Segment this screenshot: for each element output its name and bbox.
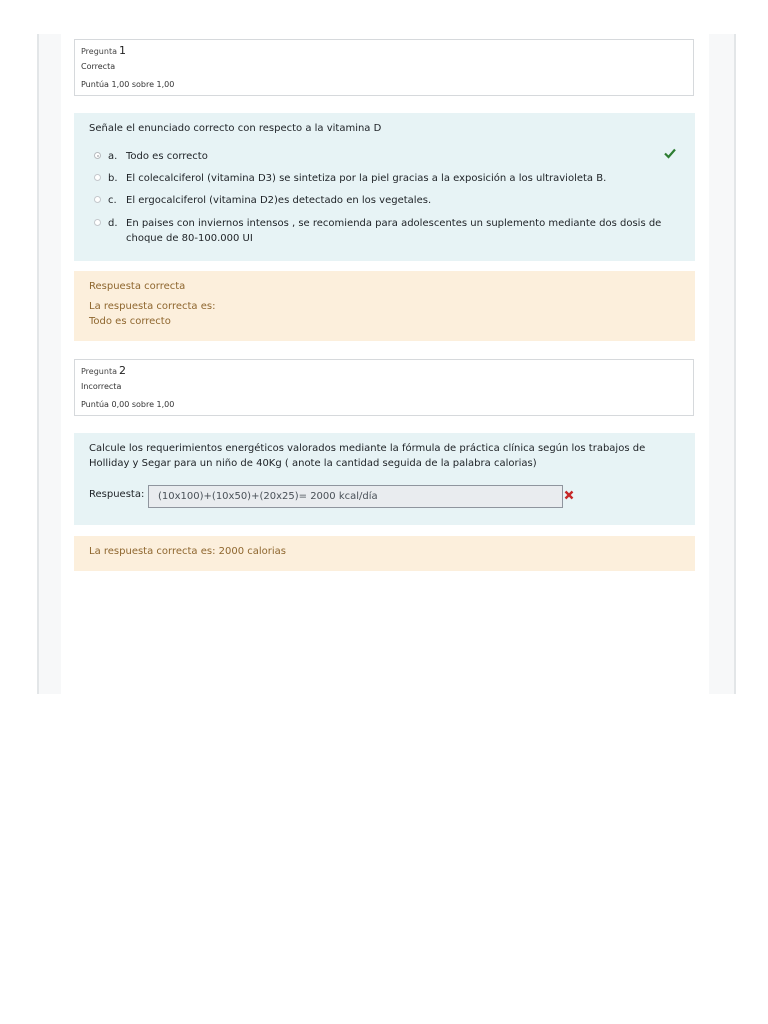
question-1-info xyxy=(74,39,694,96)
check-icon xyxy=(663,146,677,160)
question-2-grade: Puntúa 0,00 sobre 1,00 xyxy=(81,400,175,409)
response-input[interactable]: (10x100)+(10x50)+(20x25)= 2000 kcal/día xyxy=(148,485,563,508)
question-1-content xyxy=(74,113,695,261)
question-2-content xyxy=(74,433,695,525)
feedback-right-answer: Todo es correcto xyxy=(89,316,171,327)
feedback-right-label: La respuesta correcta es: xyxy=(89,301,216,312)
answer-option-b[interactable] xyxy=(94,171,654,186)
question-number: 2 xyxy=(118,364,126,377)
answer-text: Todo es correcto xyxy=(126,151,208,162)
feedback-right-answer: La respuesta correcta es: 2000 calorias xyxy=(89,546,287,557)
question-2-prompt: Calcule los requerimientos energéticos valorados mediante la fórmula de práctica clínica según los trabajos de Holliday y Segar para un niño de 40Kg ( anote la cantidad seguida de la palabra calorias) xyxy=(89,443,646,469)
answer-option-c[interactable] xyxy=(94,193,654,208)
radio-c[interactable] xyxy=(94,196,101,203)
feedback-status: Respuesta correcta xyxy=(89,281,186,292)
answer-letter: b. xyxy=(108,173,118,184)
answer-text: El colecalciferol (vitamina D3) se sintetiza por la piel gracias a la exposición a los ultravioleta B. xyxy=(126,173,607,184)
question-label: Pregunta xyxy=(81,47,117,56)
radio-a[interactable] xyxy=(94,152,101,159)
question-1-grade: Puntúa 1,00 sobre 1,00 xyxy=(81,80,175,89)
answer-option-d[interactable] xyxy=(94,216,662,246)
question-2-state: Incorrecta xyxy=(81,382,122,391)
answer-option-a[interactable] xyxy=(94,149,654,164)
answer-text: El ergocalciferol (vitamina D2)es detectado en los vegetales. xyxy=(126,195,432,206)
answer-letter: a. xyxy=(108,151,118,162)
question-1-prompt: Señale el enunciado correcto con respecto a la vitamina D xyxy=(89,123,382,134)
question-label: Pregunta xyxy=(81,367,117,376)
cross-icon xyxy=(564,490,574,500)
response-label: Respuesta: xyxy=(89,489,145,500)
question-1-state: Correcta xyxy=(81,62,116,71)
question-1-number xyxy=(81,44,126,57)
question-2-feedback xyxy=(74,536,695,571)
question-2-number xyxy=(81,364,126,377)
radio-d[interactable] xyxy=(94,219,101,226)
answer-text: En paises con inviernos intensos , se recomienda para adolescentes un suplemento mediante dos dosis de choque de 80-100.000 UI xyxy=(126,218,662,244)
question-number: 1 xyxy=(118,44,126,57)
answer-letter: d. xyxy=(108,218,118,229)
radio-b[interactable] xyxy=(94,174,101,181)
question-1-feedback xyxy=(74,271,695,341)
question-2-info xyxy=(74,359,694,416)
answer-letter: c. xyxy=(108,195,117,206)
